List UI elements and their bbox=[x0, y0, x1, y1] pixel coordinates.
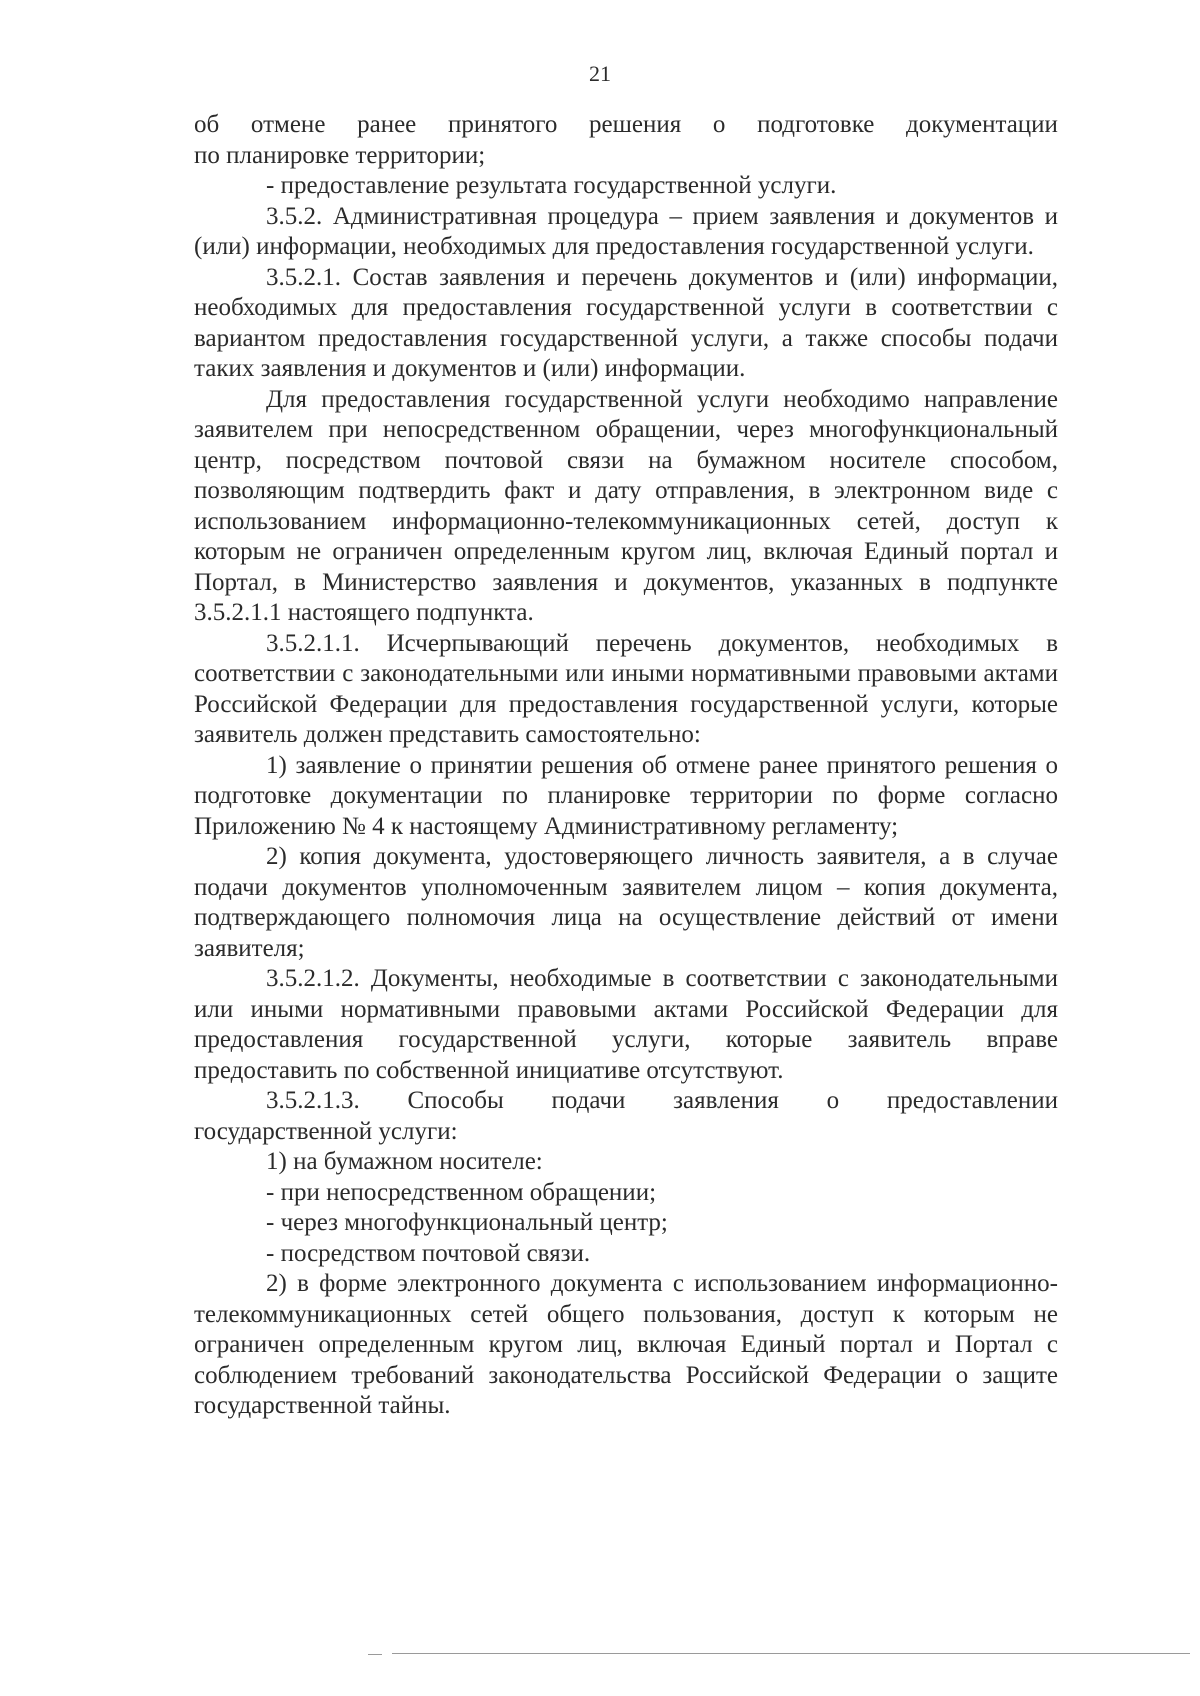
paragraph: - предоставление результата государственной услуги. bbox=[266, 172, 837, 199]
word: предоставлении bbox=[886, 1087, 1058, 1114]
paragraph: - через многофункциональный центр; bbox=[266, 1209, 668, 1236]
word: Способы bbox=[407, 1087, 504, 1114]
document-body bbox=[194, 110, 1058, 1422]
paragraph: 3.5.2.1.2. Документы, необходимые в соответствии с законодательными или иными нормативными правовыми актами Российской Федерации для предоставления государственной услуги, которые заявитель вправе предоставить по собственной инициативе отсутствуют. bbox=[194, 965, 1058, 1084]
paragraph: 3.5.2.1.1. Исчерпывающий перечень документов, необходимых в соответствии с законодательными или иными нормативными правовыми актами Российской Федерации для предоставления государственной услуги, которые заявитель должен представить самостоятельно: bbox=[194, 629, 1058, 748]
footer-rule-short bbox=[368, 1654, 382, 1655]
word: подачи bbox=[551, 1087, 626, 1114]
paragraph: - посредством почтовой связи. bbox=[266, 1239, 591, 1267]
paragraph bbox=[194, 110, 1058, 171]
paragraph: 3.5.2. Административная процедура – прием заявления и документов и (или) информации, необходимых для предоставления государственной услуги. bbox=[194, 202, 1058, 260]
paragraph: Для предоставления государственной услуги необходимо направление заявителем при непосредственном обращении, через многофункциональный центр, посредством почтовой связи на бумажном носителе способом, позволяющим подтвердить факт и дату отправления, в электронном виде с использованием информационно-телекоммуникационных сетей, доступ к которым не ограничен определенным кругом лиц, включая Единый портал и Портал, в Министерство заявления и документов, указанных в подпункте 3.5.2.1.1 настоящего подпункта. bbox=[194, 385, 1058, 626]
word: заявления bbox=[673, 1087, 779, 1114]
word: принятого bbox=[447, 111, 558, 138]
paragraph: 2) копия документа, удостоверяющего личность заявителя, а в случае подачи документов уполномоченным заявителем лицом – копия документа, подтверждающего полномочия лица на осуществление действий от имени заявителя; bbox=[194, 843, 1058, 962]
word: об bbox=[194, 111, 220, 138]
paragraph: 1) на бумажном носителе: bbox=[266, 1148, 543, 1175]
paragraph-continuation: государственной услуги: bbox=[194, 1117, 458, 1145]
word: отмене bbox=[250, 111, 326, 138]
word: подготовке bbox=[757, 111, 875, 138]
paragraph: 2) в форме электронного документа с использованием информационно-телекоммуникационных сетей общего пользования, доступ к которым не ограничен определенным кругом лиц, включая Единый портал и Портал с соблюдением требований законодательства Российской Федерации о защите государственной тайны. bbox=[194, 1270, 1058, 1419]
paragraph bbox=[194, 1086, 1058, 1147]
page-number: 21 bbox=[589, 61, 611, 86]
paragraph: 3.5.2.1. Состав заявления и перечень документов и (или) информации, необходимых для предоставления государственной услуги в соответствии с вариантом предоставления государственной услуги, а также способы подачи таких заявления и документов и (или) информации. bbox=[194, 263, 1058, 382]
footer-rule bbox=[392, 1653, 1190, 1654]
paragraph-first-line bbox=[194, 1086, 1058, 1117]
paragraph: - при непосредственном обращении; bbox=[266, 1178, 657, 1206]
word: 3.5.2.1.3. bbox=[266, 1087, 360, 1114]
word: о bbox=[712, 111, 726, 138]
paragraph: 1) заявление о принятии решения об отмене ранее принятого решения о подготовке документации по планировке территории по форме согласно Приложению № 4 к настоящему Административному регламенту; bbox=[194, 751, 1058, 840]
paragraph-continuation: по планировке территории; bbox=[194, 141, 486, 169]
word: о bbox=[826, 1087, 840, 1114]
word: ранее bbox=[357, 111, 417, 138]
word: решения bbox=[589, 111, 682, 138]
paragraph-first-line bbox=[194, 110, 1058, 141]
word: документации bbox=[906, 111, 1058, 138]
